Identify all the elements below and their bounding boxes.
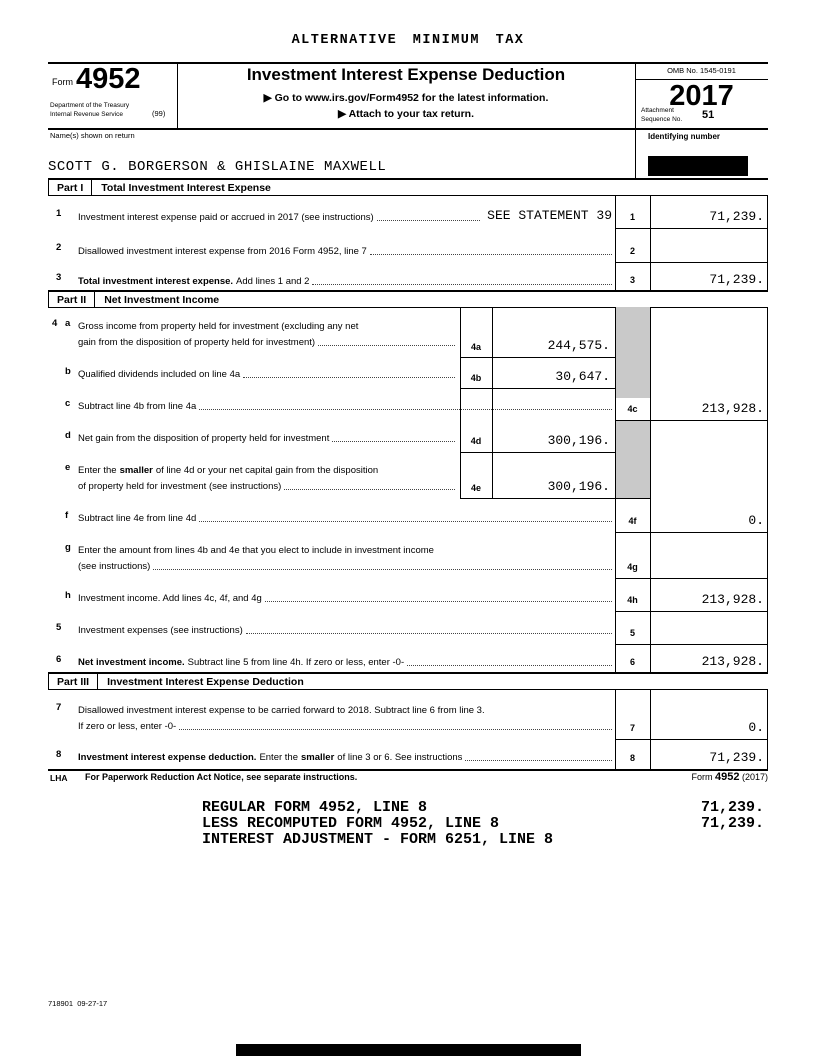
part3-header (48, 672, 768, 690)
line5-text: Investment expenses (see instructions) (78, 625, 243, 636)
line4a-amount: 244,575. (547, 338, 610, 353)
line7-text1: Disallowed investment interest expense to be carried forward to 2018. Subtract line 6 from line 3. (78, 705, 485, 716)
line8-text-post: of line 3 or 6. See instructions (337, 752, 463, 763)
line1-description (78, 205, 612, 223)
line4f-text: Subtract line 4e from line 4d (78, 513, 197, 524)
redacted-identifying-number (648, 156, 748, 176)
line4d-description (78, 427, 455, 444)
line4b-description (78, 363, 455, 380)
line4c-amount: 213,928. (701, 401, 764, 416)
line2-description (78, 239, 612, 257)
dept-line2: Internal Revenue Service (50, 111, 123, 118)
dotted-leader (199, 521, 612, 522)
part2-header (48, 290, 768, 308)
paperwork-notice: For Paperwork Reduction Act Notice, see separate instructions. (85, 772, 358, 782)
line1-text: Investment interest expense paid or accrued in 2017 (see instructions) (78, 212, 374, 223)
line4c-box: 4c (627, 404, 638, 414)
line6-box: 6 (629, 657, 635, 667)
dept-code: (99) (152, 109, 166, 118)
line4f-box: 4f (628, 516, 637, 526)
line6-amount: 213,928. (701, 654, 764, 669)
statement-row-amount: 71,239. (700, 815, 764, 832)
dotted-leader (312, 284, 612, 285)
grid-line (460, 388, 615, 389)
dotted-leader (265, 601, 612, 602)
sequence-number: 51 (702, 109, 715, 121)
line4g-letter: g (65, 542, 71, 553)
line1-amount: 71,239. (709, 209, 764, 224)
line4e-amount: 300,196. (547, 479, 610, 494)
line6-description (78, 651, 612, 668)
form-footer-id (568, 771, 768, 783)
grid-line (615, 644, 768, 645)
line4g-text2: (see instructions) (78, 561, 151, 572)
grid-line (460, 498, 650, 499)
line6-number: 6 (56, 654, 62, 665)
grid-line (615, 739, 768, 740)
line4a-text2: gain from the disposition of property held for investment) (78, 337, 316, 348)
tax-year: 2017 (669, 80, 734, 112)
dotted-leader (284, 489, 455, 490)
arrow-icon: ▶ (263, 92, 272, 104)
line4e-description-2 (78, 475, 455, 492)
dotted-leader (370, 254, 612, 255)
line3-number: 3 (56, 272, 62, 283)
line4a-text1: Gross income from property held for investment (excluding any net (78, 321, 359, 332)
statement-row-amount: 71,239. (700, 799, 764, 816)
line4c-text: Subtract line 4b from line 4a (78, 401, 197, 412)
identifying-number-label: Identifying number (648, 132, 720, 141)
redaction-bar (236, 1044, 581, 1056)
taxpayer-name: SCOTT G. BORGERSON & GHISLAINE MAXWELL (48, 159, 387, 175)
grid-line (460, 357, 615, 358)
line4-number: 4 (52, 318, 58, 329)
grid-line (615, 307, 616, 672)
dotted-leader (407, 665, 612, 666)
line8-amount: 71,239. (709, 750, 764, 765)
line1-box: 1 (629, 212, 635, 222)
line7-description-1 (78, 699, 612, 716)
line4c-description (78, 395, 612, 412)
line4b-text: Qualified dividends included on line 4a (78, 369, 241, 380)
sequence-word: Sequence No. (641, 116, 683, 123)
line4g-box: 4g (627, 562, 638, 572)
grid-line (615, 532, 768, 533)
line4b-box: 4b (470, 373, 482, 383)
lha-label: LHA (50, 773, 68, 783)
grid-line (615, 611, 768, 612)
dotted-leader (199, 409, 612, 410)
attach-text: Attach to your tax return. (348, 108, 475, 120)
line8-number: 8 (56, 749, 62, 760)
dotted-leader (465, 760, 612, 761)
footer-form-number: 4952 (714, 771, 740, 783)
omb-number: OMB No. 1545-0191 (667, 66, 736, 75)
line6-bold-text: Net investment income. (78, 657, 185, 668)
line4f-description (78, 507, 612, 524)
line4d-letter: d (65, 430, 71, 441)
part1-header (48, 178, 768, 196)
line6-text: Subtract line 5 from line 4h. If zero or less, enter -0- (187, 657, 405, 668)
line4h-amount: 213,928. (701, 592, 764, 607)
grid-line (615, 420, 768, 421)
dept-line1: Department of the Treasury (50, 102, 130, 109)
line4b-amount: 30,647. (555, 369, 610, 384)
line4e-description-1 (78, 459, 455, 476)
line4c-letter: c (65, 398, 71, 409)
statement-row-label: INTEREST ADJUSTMENT - FORM 6251, LINE 8 (202, 831, 554, 848)
line3-text: Add lines 1 and 2 (236, 276, 310, 287)
part1-title: Total Investment Interest Expense (101, 181, 271, 194)
grid-line (767, 307, 768, 672)
dotted-leader (246, 633, 612, 634)
line4f-amount: 0. (748, 513, 764, 528)
header-top-rule (48, 62, 768, 64)
line4d-box: 4d (470, 436, 482, 446)
grid-line (615, 262, 768, 263)
line5-number: 5 (56, 622, 62, 633)
line2-box: 2 (629, 246, 635, 256)
line5-description (78, 619, 612, 636)
line4e-text1-bold: smaller (119, 465, 153, 476)
line4h-letter: h (65, 590, 71, 601)
line8-text-pre: Enter the (259, 752, 298, 763)
line4h-description (78, 587, 612, 604)
line4a-description-2 (78, 331, 455, 348)
shaded-cell (616, 307, 650, 398)
line8-description (78, 746, 612, 763)
page-title: ALTERNATIVE MINIMUM TAX (291, 33, 525, 48)
line3-amount: 71,239. (709, 272, 764, 287)
statement-row-label: REGULAR FORM 4952, LINE 8 (202, 799, 428, 816)
line1-number: 1 (56, 208, 62, 219)
line7-text2: If zero or less, enter -0- (78, 721, 177, 732)
line4e-letter: e (65, 462, 71, 473)
line4f-letter: f (65, 510, 69, 521)
line4a-description-1 (78, 315, 455, 332)
line3-box: 3 (629, 275, 635, 285)
line2-number: 2 (56, 242, 62, 253)
line4a-letter: a (65, 318, 71, 329)
dotted-leader (243, 377, 455, 378)
statement-row-label: LESS RECOMPUTED FORM 4952, LINE 8 (202, 815, 500, 832)
form-number: 4952 (76, 63, 141, 95)
line8-text-bold: smaller (301, 752, 335, 763)
name-label: Name(s) shown on return (50, 131, 135, 140)
shaded-cell (616, 421, 650, 498)
part3-label: Part III (48, 674, 98, 689)
line8-bold-text: Investment interest expense deduction. (78, 752, 257, 763)
part3-title: Investment Interest Expense Deduction (107, 675, 304, 688)
part2-label: Part II (48, 292, 95, 307)
attach-line (177, 108, 635, 120)
line4g-description-1 (78, 539, 612, 556)
line4a-box: 4a (470, 342, 481, 352)
line7-box: 7 (629, 723, 635, 733)
goto-line (177, 92, 635, 104)
line2-text: Disallowed investment interest expense from 2016 Form 4952, line 7 (78, 246, 367, 257)
form-title: Investment Interest Expense Deduction (246, 65, 566, 84)
attachment-word: Attachment (641, 107, 674, 114)
line4h-box: 4h (627, 595, 638, 605)
grid-line (767, 195, 768, 290)
footer-form-year: (2017) (741, 772, 768, 782)
line4e-text1-post: of line 4d or your net capital gain from the disposition (155, 465, 379, 476)
line7-amount: 0. (748, 720, 764, 735)
grid-line (650, 307, 651, 672)
dotted-leader (332, 441, 455, 442)
part1-label: Part I (48, 180, 92, 195)
line4g-text1: Enter the amount from lines 4b and 4e that you elect to include in investment income (78, 545, 434, 556)
footer-form-word: Form (691, 772, 713, 782)
dotted-leader (153, 569, 612, 570)
grid-line (615, 228, 768, 229)
line4d-amount: 300,196. (547, 433, 610, 448)
line4d-text: Net gain from the disposition of property held for investment (78, 433, 330, 444)
line7-number: 7 (56, 702, 62, 713)
dotted-leader (318, 345, 455, 346)
line1-statement-ref: SEE STATEMENT 39 (487, 208, 612, 223)
line4h-text: Investment income. Add lines 4c, 4f, and 4g (78, 593, 262, 604)
grid-line (615, 578, 768, 579)
line8-box: 8 (629, 753, 635, 763)
arrow-icon: ▶ (337, 108, 347, 120)
grid-line (460, 452, 615, 453)
goto-text: Go to www.irs.gov/Form4952 for the latest information. (274, 92, 549, 104)
dotted-leader (377, 220, 480, 221)
part2-title: Net Investment Income (104, 293, 220, 306)
line4e-text1-pre: Enter the (78, 465, 117, 476)
line5-box: 5 (629, 628, 635, 638)
line3-bold-text: Total investment interest expense. (78, 276, 234, 287)
dotted-leader (179, 729, 612, 730)
form-word: Form (52, 77, 73, 87)
print-code: 718901 09-27-17 (48, 999, 108, 1008)
header-bottom-rule (48, 128, 768, 130)
line3-description (78, 269, 612, 287)
grid-line (767, 689, 768, 769)
line4e-text2: of property held for investment (see instructions) (78, 481, 282, 492)
line4g-description-2 (78, 555, 612, 572)
line4b-letter: b (65, 366, 71, 377)
line7-description-2 (78, 715, 612, 732)
line4e-box: 4e (470, 483, 481, 493)
